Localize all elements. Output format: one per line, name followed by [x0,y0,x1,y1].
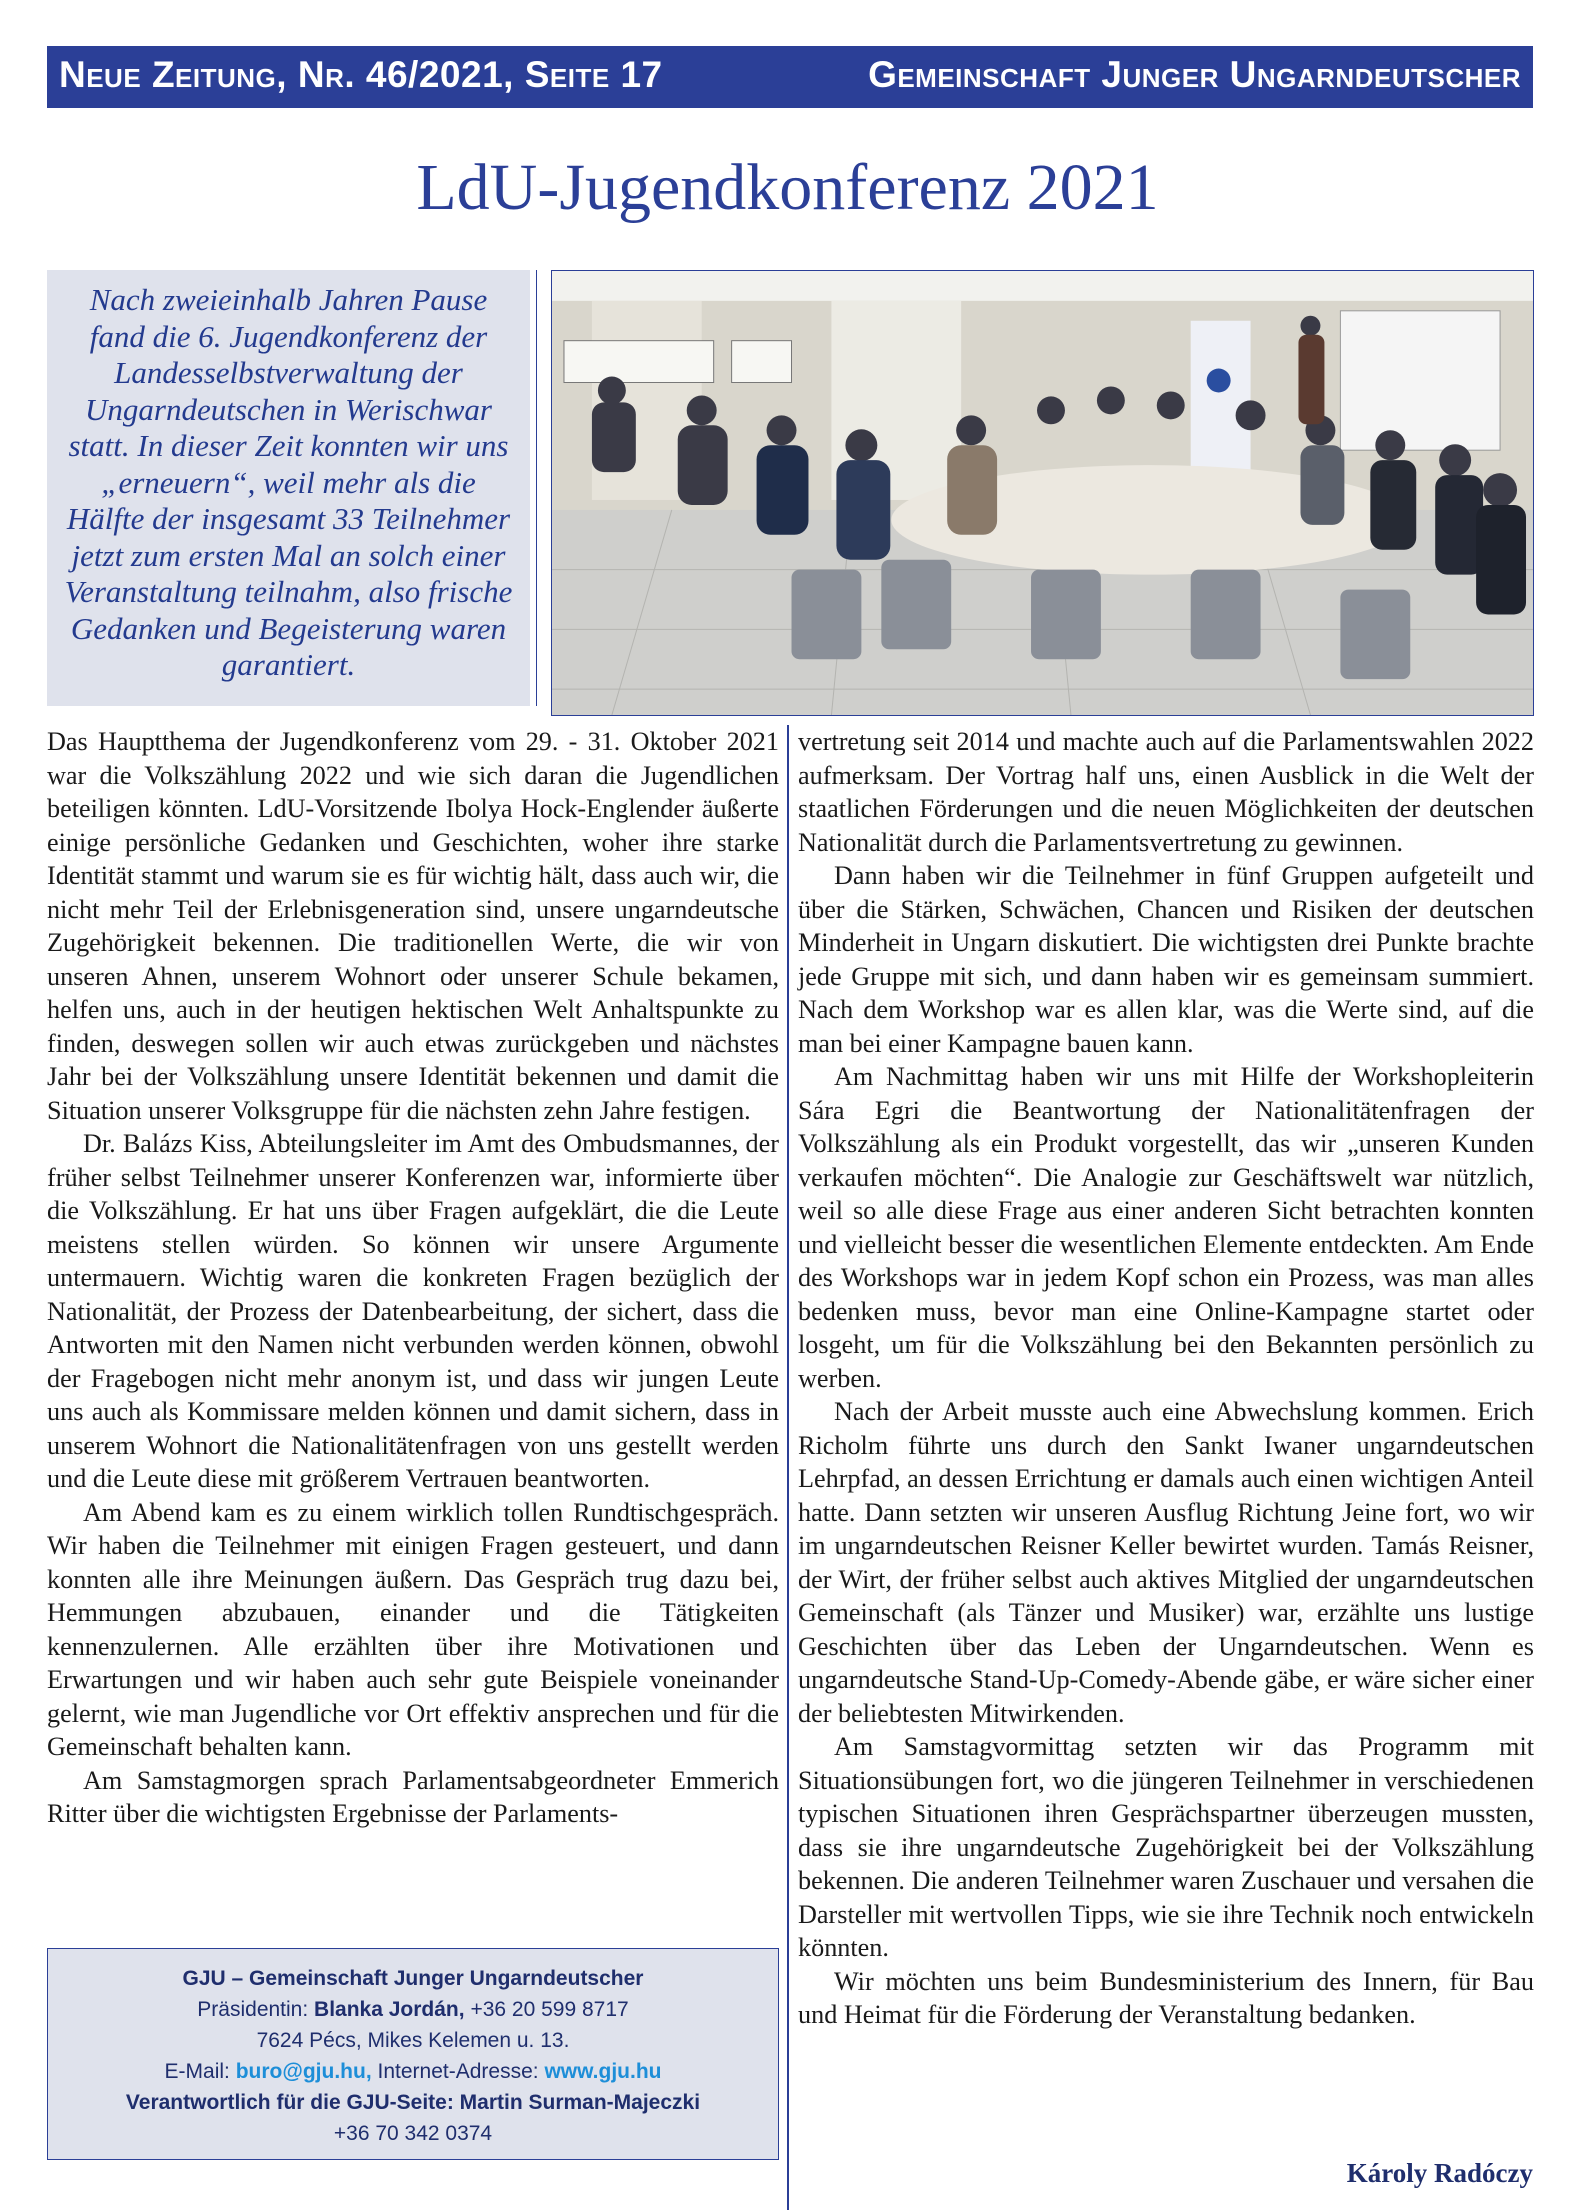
paragraph: Das Hauptthema der Jugendkonferenz vom 29. - 31. Oktober 2021 war die Volkszählung 2022 und wie sich daran die Jugendlichen beteiligen könnten. LdU-Vorsitzende Ibolya Hock-Englender äußerte einige persönliche Gedanken und Geschichten, woher ihre starke Identität stammt und warum sie es für wichtig hält, dass auch wir, die nicht mehr Teil der Erlebnisgeneration sind, unsere ungarndeutsche Zugehörigkeit bekennen. Die traditionellen Werte, die wir von unseren Ahnen, unserem Wohnort oder unserer Schule bekamen, helfen uns, auch in der heutigen hektischen Welt Anhaltspunkte zu finden, deswegen sollen wir auch etwas zurückgeben und nächstes Jahr bei der Volkszählung unsere Identität bekennen und damit die Situation unserer Volksgruppe für die nächsten zehn Jahre festigen. [47,727,779,1125]
paragraph: Dann haben wir die Teilnehmer in fünf Gruppen aufgeteilt und über die Stärken, Schwächen, Chancen und Risiken der deutschen Minderheit in Ungarn diskutiert. Die wichtigsten drei Punkte brachte jede Gruppe mit sich, und dann haben wir es gemeinsam summiert. Nach dem Workshop war es allen klar, was die Werte sind, auf die man bei einer Kampagne bauen kann. [798,861,1534,1058]
paragraph: Am Nachmittag haben wir uns mit Hilfe der Workshopleiterin Sára Egri die Beantwortung der Nationalitätenfragen der Volkszählung als ein Produkt vorgestellt, das wir „unseren Kunden verkaufen möchten“. Die Analogie zur Geschäftswelt war nützlich, weil so alle diese Frage aus einer anderen Sicht betrachten konnten und vielleicht besser die wesentlichen Elemente entdeckten. Am Ende des Workshops war in jedem Kopf schon ein Prozess, was man alles bedenken muss, bevor man eine Online-Kampagne startet oder losgeht, um für die Volkszählung bei den Bekannten persönlich zu werben. [798,1062,1534,1393]
divider-line [536,270,537,706]
header-section: Gemeinschaft Junger Ungarndeutscher [868,54,1521,95]
president-label: Präsidentin: [197,1998,309,2021]
intro-text: Nach zweieinhalb Jahren Pause fand die 6. Jugendkonferenz der Landesselbstverwaltung der Ungarndeutschen in Werischwar statt. In dieser Zeit konnten wir uns „erneuern“, weil mehr als die Hälfte der insgesamt 33 Teilnehmer jetzt zum ersten Mal an solch einer Veranstaltung teilnahm, also frische Gedanken und Begeisterung waren garantiert. [64,282,513,682]
article-title: LdU-Jugendkonferenz 2021 [416,151,1159,224]
contact-box [47,1948,779,2160]
contact-responsible-phone: +36 70 342 0374 [333,2122,493,2145]
president-name: Blanka Jordán, [314,1998,465,2021]
column-divider [787,725,789,2210]
conference-photo [551,270,1534,716]
contact-president-line [48,1994,778,2025]
paragraph: vertretung seit 2014 und machte auch auf die Parlamentswahlen 2022 aufmerksam. Der Vortrag half uns, einen Ausblick in die Welt der staatlichen Förderungen und die neuen Möglichkeiten der deutschen Nationalität durch die Parlamentsvertretung zu gewinnen. [798,727,1534,857]
paragraph: Wir möchten uns beim Bundesministerium des Innern, für Bau und Heimat für die Förderung der Veranstaltung bedanken. [798,1966,1534,2029]
contact-responsible: Verantwortlich für die GJU-Seite: Martin Surman-Majeczki [125,2091,701,2114]
website-link[interactable]: www.gju.hu [544,2060,662,2083]
intro-box [47,270,530,706]
paragraph: Am Samstagmorgen sprach Parlamentsabgeordneter Emmerich Ritter über die wichtigsten Ergebnisse der Parlaments- [47,1765,779,1828]
president-phone: +36 20 599 8717 [470,1998,629,2021]
paragraph: Nach der Arbeit musste auch eine Abwechslung kommen. Erich Richolm führte uns durch den Sankt Iwaner ungarndeutschen Lehrpfad, an dessen Errichtung er damals auch einen wichtigen Anteil hatte. Dann setzten wir unseren Ausflug Richtung Jeine fort, wo wir im ungarndeutschen Reisner Keller bewirtet wurden. Tamás Reisner, der Wirt, der früher selbst auch aktives Mitglied der ungarndeutschen Gemeinschaft (als Tänzer und Musiker) war, erzählte uns lustige Geschichten über das Leben der Ungarndeutschen. Wenn es ungarndeutsche Stand-Up-Comedy-Abende gäbe, er wäre sicher einer der beliebtesten Mitwirkenden. [798,1397,1534,1728]
paragraph: Am Samstagvormittag setzten wir das Programm mit Situationsübungen fort, wo die jüngeren Teilnehmer in verschiedenen typischen Situationen ihren Gesprächspartner überzeugen mussten, dass sie ihre ungarndeutsche Zugehörigkeit bei der Volkszählung bekennen. Die anderen Teilnehmer waren Zuschauer und versahen die Darsteller mit wertvollen Tipps, wie sie ihre Technik noch entwickeln könnten. [798,1732,1534,1962]
left-column [47,725,779,1831]
contact-email-line [48,2056,778,2087]
page-header [47,46,1533,108]
contact-org: GJU – Gemeinschaft Junger Ungarndeutscher [182,1967,644,1990]
email-link[interactable]: buro@gju.hu, [235,2060,372,2083]
right-column [798,725,1534,2032]
paragraph: Dr. Balázs Kiss, Abteilungsleiter im Amt des Ombudsmannes, der früher selbst Teilnehmer unserer Konferenzen war, informierte über die Volkszählung. Er hat uns über Fragen aufgeklärt, die die Leute meistens stellen würden. So können wir unsere Argumente untermauern. Wichtig waren die konkreten Fragen bezüglich der Nationalität, der Prozess der Datenbearbeitung, der sichert, dass die Antworten mit den Namen nicht verbunden werden können, obwohl der Fragebogen nicht mehr anonym ist, und dass wir jungen Leute uns auch als Kommissare melden können und damit sichern, dass in unserem Wohnort die Nationalitätenfragen von uns gestellt werden und die Leute diese mit größerem Vertrauen beantworten. [47,1129,779,1493]
web-label: Internet-Adresse: [377,2060,539,2083]
author-name: Károly Radóczy [1346,2158,1533,2188]
email-label: E-Mail: [164,2060,230,2083]
paragraph: Am Abend kam es zu einem wirklich tollen Rundtischgespräch. Wir haben die Teilnehmer mit einigen Fragen gesteuert, und dann konnten alle ihre Meinungen äußern. Das Gespräch trug dazu bei, Hemmungen abzubauen, einander und die Tätigkeiten kennenzulernen. Alle erzählten über ihre Motivationen und Erwartungen und wir haben auch sehr gute Beispiele voneinander gelernt, wie man Jugendliche vor Ort effektiv ansprechen und für die Gemeinschaft behalten kann. [47,1497,779,1761]
contact-address: 7624 Pécs, Mikes Kelemen u. 13. [256,2029,570,2052]
conference-photo-illustration [552,271,1533,715]
header-publication: Neue Zeitung, Nr. 46/2021, Seite 17 [59,54,663,95]
